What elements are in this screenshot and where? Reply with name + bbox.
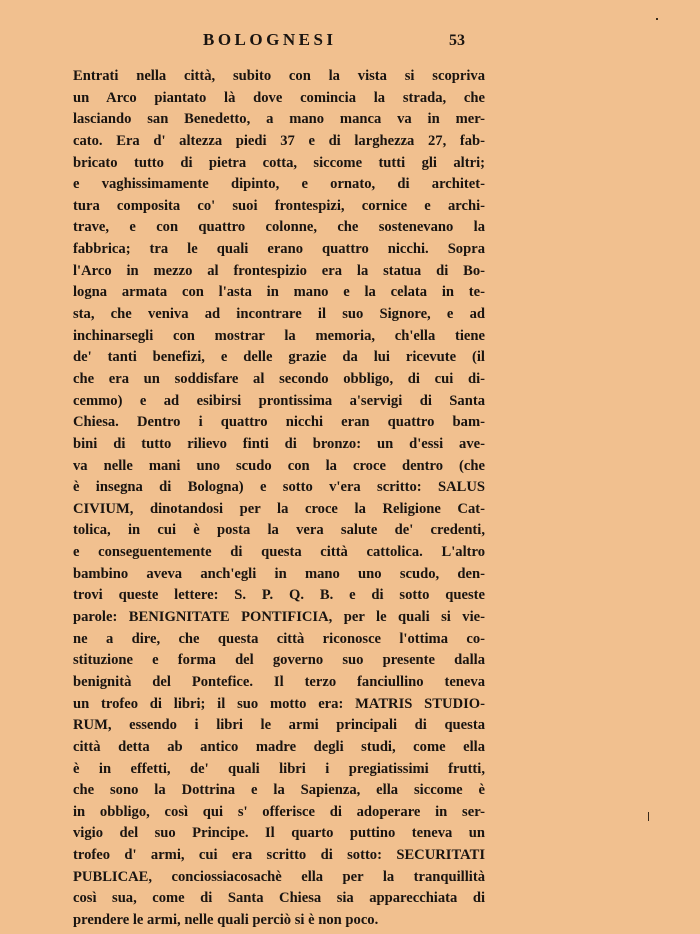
text-line: tolica, in cui è posta la vera salute de' credenti, (73, 522, 485, 539)
text-line: bambino aveva anch'egli in mano uno scudo, den- (73, 565, 485, 582)
text-line: parole: BENIGNITATE PONTIFICIA, per le quali si vie- (73, 609, 485, 626)
text-line: trave, e con quattro colonne, che sostenevano la (73, 219, 485, 236)
text-line: stituzione e forma del governo suo presente dalla (73, 652, 485, 669)
text-line: che sono la Dottrina e la Sapienza, ella siccome è (73, 782, 485, 799)
body-text (73, 66, 485, 932)
ink-speck (656, 18, 658, 20)
text-line: PUBLICAE, conciossiacosachè ella per la tranquillità (73, 868, 485, 885)
text-line: bini di tutto rilievo finti di bronzo: un d'essi ave- (73, 435, 485, 452)
text-line: benignità del Pontefice. Il terzo fanciullino teneva (73, 673, 485, 690)
text-line: Entrati nella città, subito con la vista si scopriva (73, 68, 485, 84)
text-line: inchinarsegli con mostrar la memoria, ch'ella tiene (73, 327, 485, 344)
text-line: in obbligo, così qui s' offerisce di adoperare in ser- (73, 803, 485, 820)
text-line: cato. Era d' altezza piedi 37 e di larghezza 27, fab- (73, 132, 485, 149)
text-line: e conseguentemente di questa città cattolica. L'altro (73, 544, 485, 561)
ink-speck (648, 812, 649, 821)
text-line: sta, che veniva ad incontrare il suo Signore, e ad (73, 306, 485, 323)
text-line: Chiesa. Dentro i quattro nicchi eran quattro bam- (73, 414, 485, 431)
text-line: bricato tutto di pietra cotta, siccome tutti gli altri; (73, 154, 485, 171)
text-line: lasciando san Benedetto, a mano manca va in mer- (73, 111, 485, 128)
text-line: CIVIUM, dinotandosi per la croce la Religione Cat- (73, 500, 485, 517)
text-line: vigio del suo Principe. Il quarto puttino teneva un (73, 825, 485, 842)
text-line: trovi queste lettere: S. P. Q. B. e di sotto queste (73, 587, 485, 604)
text-line: un trofeo di libri; il suo motto era: MATRIS STUDIO- (73, 695, 485, 712)
text-line: va nelle mani uno scudo con la croce dentro (che (73, 457, 485, 474)
text-line: così sua, come di Santa Chiesa sia apparecchiata di (73, 890, 485, 907)
text-line: è in effetti, de' quali libri i pregiatissimi frutti, (73, 760, 485, 777)
running-head: BOLOGNESI (203, 30, 337, 49)
text-line: e vaghissimamente dipinto, e ornato, di architet- (73, 176, 485, 193)
text-line: ne a dire, che questa città riconosce l'ottima co- (73, 630, 485, 647)
text-line: l'Arco in mezzo al frontespizio era la statua di Bo- (73, 262, 485, 279)
text-line: logna armata con l'asta in mano e la celata in te- (73, 284, 485, 301)
text-line: cemmo) e ad esibirsi prontissima a'servigi di Santa (73, 392, 485, 409)
text-line: tura composita co' suoi frontespizi, cornice e archi- (73, 197, 485, 214)
text-line: è insegna di Bologna) e sotto v'era scritto: SALUS (73, 479, 485, 496)
text-line: fabbrica; tra le quali erano quattro nicchi. Sopra (73, 241, 485, 258)
text-line: de' tanti benefizi, e delle grazie da lui ricevute (il (73, 349, 485, 366)
text-line: prendere le armi, nelle quali perciò si è non poco. (73, 911, 379, 928)
page-number: 53 (449, 32, 465, 49)
text-line: un Arco piantato là dove comincia la strada, che (73, 89, 485, 106)
text-line: trofeo d' armi, cui era scritto di sotto: SECURITATI (73, 847, 485, 864)
text-line: che era un soddisfare al secondo obbligo, di cui di- (73, 370, 485, 387)
text-line: RUM, essendo i libri le armi principali di questa (73, 717, 485, 734)
text-line: città detta ab antico madre degli studi, come ella (73, 738, 485, 755)
